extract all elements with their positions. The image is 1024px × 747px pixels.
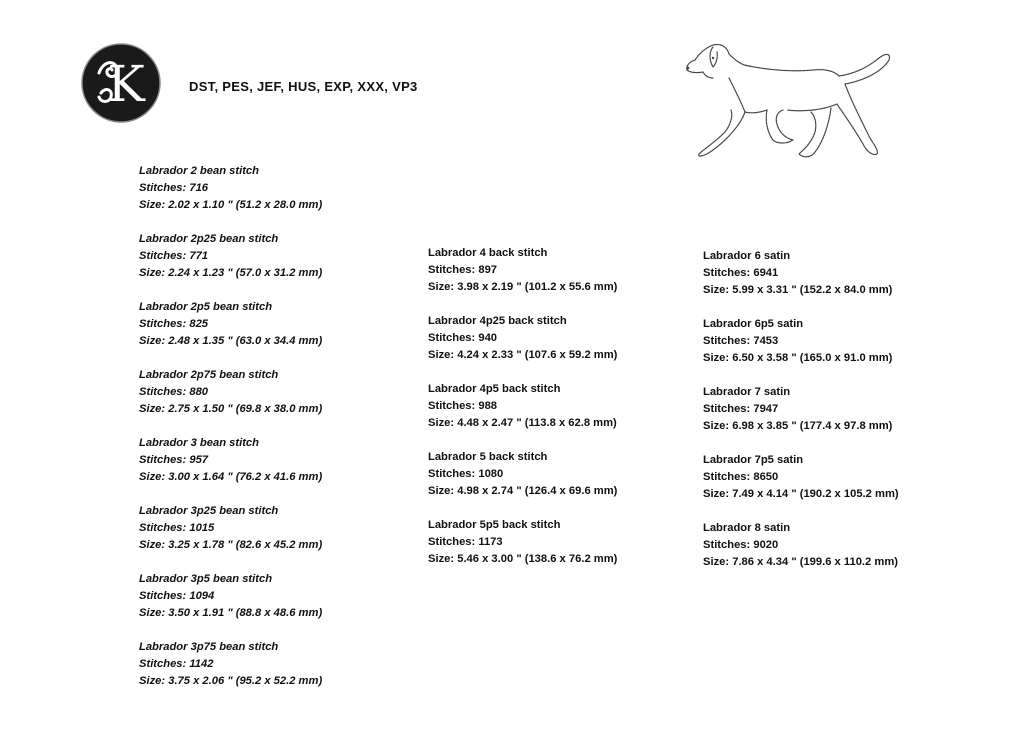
design-name: Labrador 2p5 bean stitch xyxy=(139,301,273,313)
design-name: Labrador 3p75 bean stitch xyxy=(139,641,279,653)
design-entry xyxy=(139,571,322,622)
design-size: Size: 5.99 x 3.31 " (152.2 x 84.0 mm) xyxy=(703,284,893,296)
design-size: Size: 2.02 x 1.10 " (51.2 x 28.0 mm) xyxy=(139,199,323,211)
design-stitches: Stitches: 1015 xyxy=(139,522,215,534)
labrador-outline-illustration xyxy=(683,40,895,162)
design-name: Labrador 2p25 bean stitch xyxy=(139,233,279,245)
design-size: Size: 6.98 x 3.85 " (177.4 x 97.8 mm) xyxy=(703,420,893,432)
design-stitches: Stitches: 988 xyxy=(428,400,498,412)
design-stitches: Stitches: 771 xyxy=(139,250,209,262)
design-name: Labrador 7 satin xyxy=(703,386,791,398)
design-entry xyxy=(428,517,617,568)
design-name: Labrador 6p5 satin xyxy=(703,318,804,330)
design-stitches: Stitches: 7947 xyxy=(703,403,779,415)
design-name: Labrador 4p5 back stitch xyxy=(428,383,561,395)
design-stitches: Stitches: 1080 xyxy=(428,468,504,480)
satin-column xyxy=(703,248,899,588)
design-name: Labrador 3p25 bean stitch xyxy=(139,505,279,517)
design-name: Labrador 2p75 bean stitch xyxy=(139,369,279,381)
design-stitches: Stitches: 940 xyxy=(428,332,498,344)
design-stitches: Stitches: 957 xyxy=(139,454,209,466)
design-entry xyxy=(428,381,617,432)
design-stitches: Stitches: 1173 xyxy=(428,536,503,548)
design-stitches: Stitches: 7453 xyxy=(703,335,779,347)
design-size: Size: 3.75 x 2.06 " (95.2 x 52.2 mm) xyxy=(139,675,323,687)
design-stitches: Stitches: 1094 xyxy=(139,590,215,602)
design-stitches: Stitches: 716 xyxy=(139,182,209,194)
design-size: Size: 7.86 x 4.34 " (199.6 x 110.2 mm) xyxy=(703,556,898,568)
logo-letter: K xyxy=(107,55,145,113)
design-stitches: Stitches: 8650 xyxy=(703,471,779,483)
design-size: Size: 7.49 x 4.14 " (190.2 x 105.2 mm) xyxy=(703,488,899,500)
design-name: Labrador 3 bean stitch xyxy=(139,437,259,449)
design-stitches: Stitches: 880 xyxy=(139,386,209,398)
design-entry xyxy=(703,248,899,299)
design-size: Size: 4.48 x 2.47 " (113.8 x 62.8 mm) xyxy=(428,417,617,429)
design-name: Labrador 4 back stitch xyxy=(428,247,548,259)
design-size: Size: 6.50 x 3.58 " (165.0 x 91.0 mm) xyxy=(703,352,893,364)
design-name: Labrador 6 satin xyxy=(703,250,791,262)
design-entry xyxy=(139,503,322,554)
design-name: Labrador 7p5 satin xyxy=(703,454,804,466)
design-entry xyxy=(139,367,322,418)
design-name: Labrador 2 bean stitch xyxy=(139,165,259,177)
design-size: Size: 2.48 x 1.35 " (63.0 x 34.4 mm) xyxy=(139,335,323,347)
design-size: Size: 3.50 x 1.91 " (88.8 x 48.6 mm) xyxy=(139,607,323,619)
design-size: Size: 3.98 x 2.19 " (101.2 x 55.6 mm) xyxy=(428,281,618,293)
design-entry xyxy=(139,639,322,690)
design-name: Labrador 5 back stitch xyxy=(428,451,548,463)
design-entry xyxy=(703,520,899,571)
design-size: Size: 4.24 x 2.33 " (107.6 x 59.2 mm) xyxy=(428,349,618,361)
design-size: Size: 4.98 x 2.74 " (126.4 x 69.6 mm) xyxy=(428,485,618,497)
back-stitch-column xyxy=(428,245,617,585)
design-entry xyxy=(139,435,322,486)
design-entry xyxy=(428,313,617,364)
design-entry xyxy=(428,449,617,500)
design-name: Labrador 3p5 bean stitch xyxy=(139,573,273,585)
design-size: Size: 5.46 x 3.00 " (138.6 x 76.2 mm) xyxy=(428,553,618,565)
design-size: Size: 3.00 x 1.64 " (76.2 x 41.6 mm) xyxy=(139,471,323,483)
design-entry xyxy=(703,452,899,503)
design-size: Size: 2.24 x 1.23 " (57.0 x 31.2 mm) xyxy=(139,267,323,279)
bean-stitch-column xyxy=(139,163,322,707)
design-stitches: Stitches: 6941 xyxy=(703,267,779,279)
file-formats: DST, PES, JEF, HUS, EXP, XXX, VP3 xyxy=(189,79,418,94)
design-name: Labrador 8 satin xyxy=(703,522,791,534)
design-name: Labrador 4p25 back stitch xyxy=(428,315,567,327)
design-stitches: Stitches: 1142 xyxy=(139,658,214,670)
design-entry xyxy=(703,384,899,435)
design-size: Size: 2.75 x 1.50 " (69.8 x 38.0 mm) xyxy=(139,403,323,415)
design-size: Size: 3.25 x 1.78 " (82.6 x 45.2 mm) xyxy=(139,539,323,551)
design-stitches: Stitches: 897 xyxy=(428,264,498,276)
design-entry xyxy=(139,231,322,282)
design-entry xyxy=(703,316,899,367)
design-entry xyxy=(428,245,617,296)
design-stitches: Stitches: 825 xyxy=(139,318,209,330)
brand-logo xyxy=(81,43,161,123)
design-name: Labrador 5p5 back stitch xyxy=(428,519,561,531)
design-entry xyxy=(139,163,322,214)
design-entry xyxy=(139,299,322,350)
design-stitches: Stitches: 9020 xyxy=(703,539,779,551)
